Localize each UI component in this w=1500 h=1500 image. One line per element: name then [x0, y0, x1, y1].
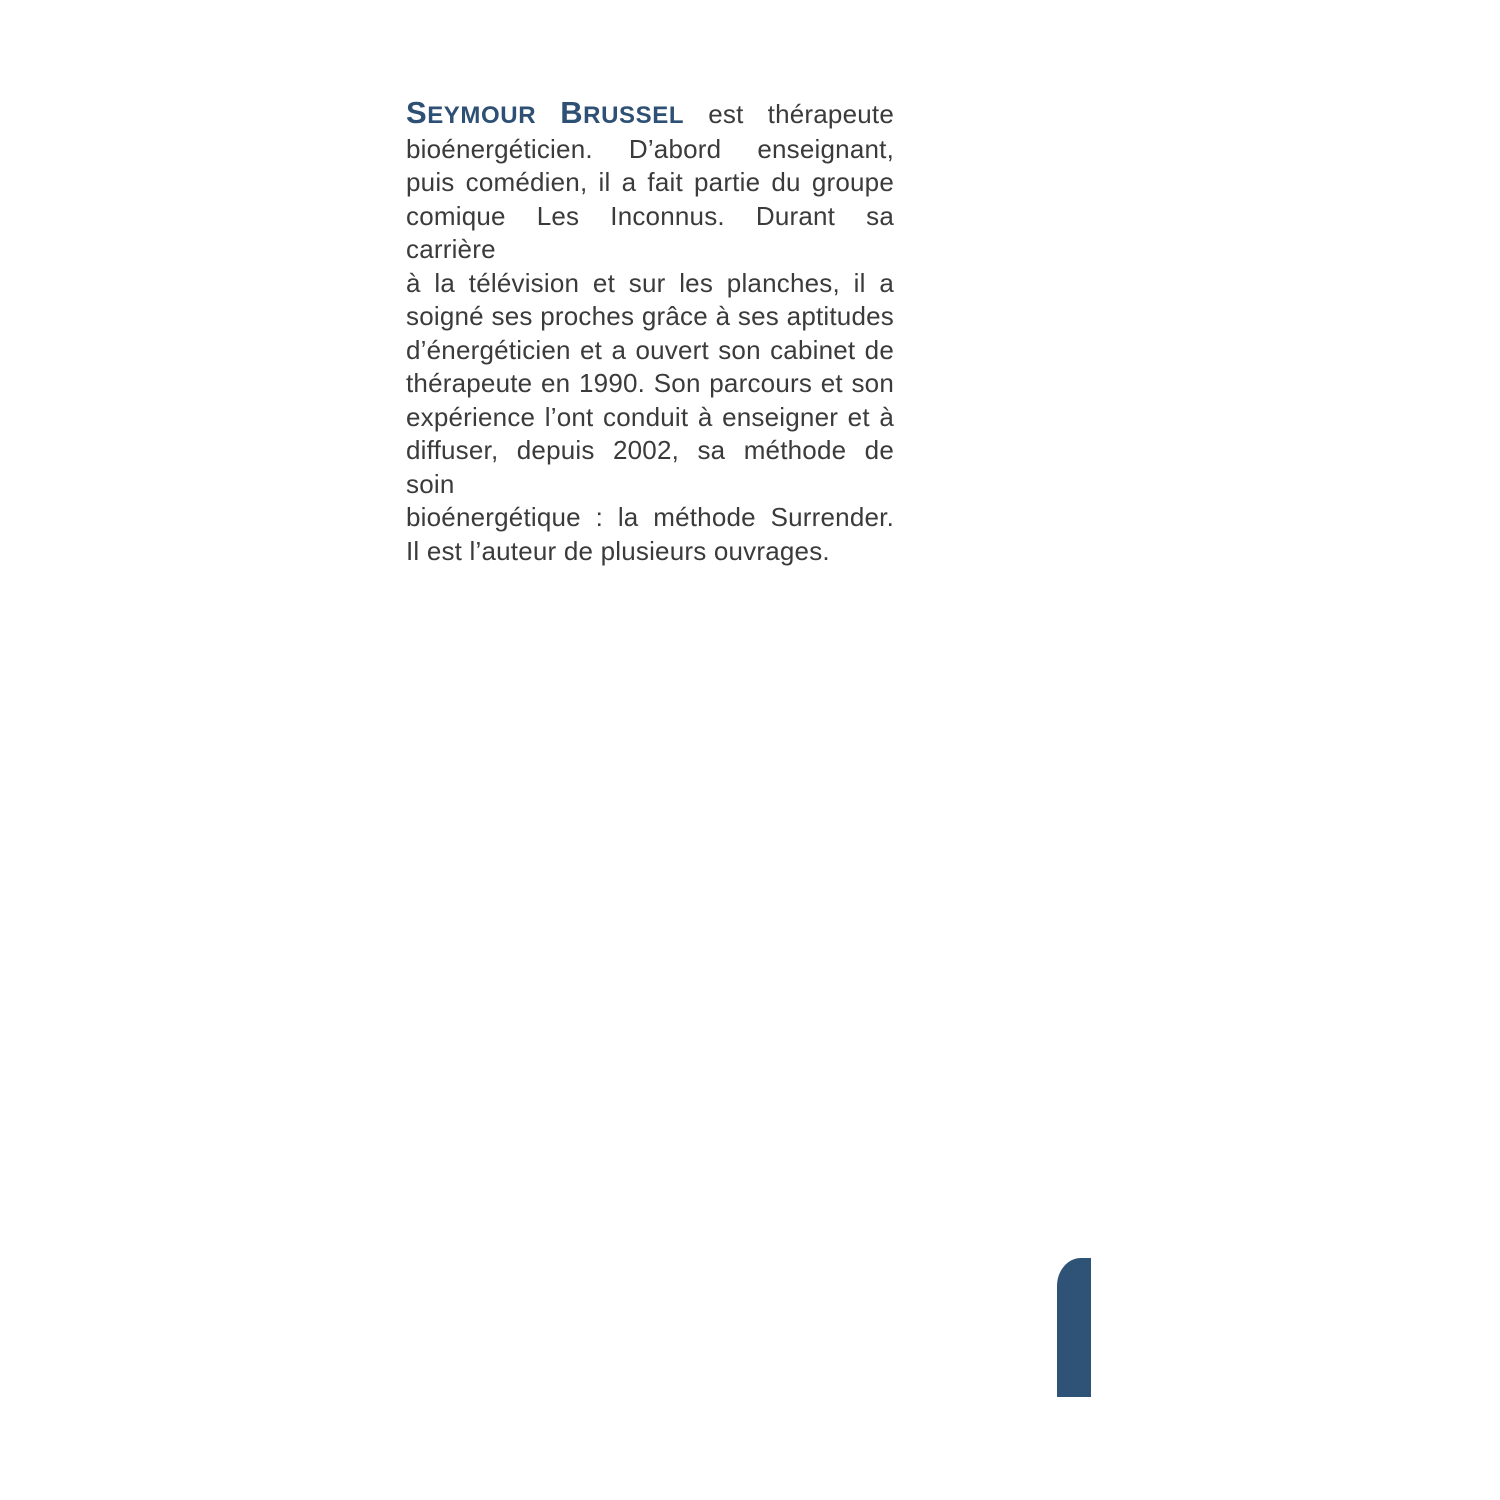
bio-line: expérience l’ont conduit à enseigner et à	[406, 401, 894, 432]
bio-line: thérapeute en 1990. Son parcours et son	[406, 368, 894, 398]
bio-line: bioénergéticien. D’abord enseignant,	[406, 133, 894, 164]
bio-line: diffuser, depuis 2002, sa méthode de soin	[406, 435, 894, 499]
bio-line: puis comédien, il a fait partie du groupe	[406, 167, 894, 197]
bio-line: soigné ses proches grâce à ses aptitudes	[406, 301, 894, 331]
bio-line1-text: est thérapeute	[684, 99, 894, 129]
bio-line: bioénergétique : la méthode Surrender.	[406, 502, 894, 532]
author-bio-paragraph	[406, 96, 894, 568]
bio-line: comique Les Inconnus. Durant sa carrière	[406, 200, 894, 264]
author-name-word2-rest: RUSSEL	[583, 102, 685, 129]
bio-line: à la télévision et sur les planches, il a	[406, 267, 894, 298]
decorative-corner-tab	[1057, 1258, 1091, 1397]
author-name-word1-initial: S	[406, 95, 428, 130]
bio-line: Il est l’auteur de plusieurs ouvrages.	[406, 535, 830, 566]
author-name-word2-initial: B	[560, 95, 584, 130]
author-name-word1-rest: EYMOUR	[427, 102, 537, 129]
bio-line: d’énergéticien et a ouvert son cabinet de	[406, 334, 894, 365]
bio-line	[406, 96, 894, 133]
